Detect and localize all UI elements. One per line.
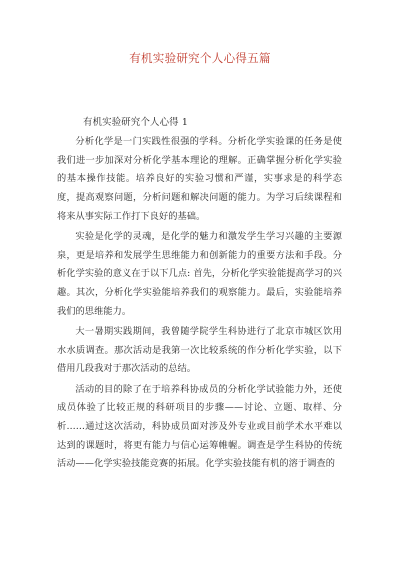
- paragraph-2: 实验是化学的灵魂，是化学的魅力和激发学生学习兴趣的主要源泉，更是培养和发展学生思维能力和创新能力的重要方法和手段。分析化学实验的意义在于以下几点: 首先，分析化学实验能提高学习的兴趣。其次，分析化学实验能培养我们的观察能力。最后，实验能培养我们的思维能力。: [57, 231, 342, 317]
- paragraph-4: 活动的目的除了在于培养科协成员的分析化学试验能力外，还使成员体验了比较正规的科研项目的步骤——讨论、立题、取样、分析……通过这次活动，科协成员面对涉及外专业或目前学术水平难以达到的课题时，将更有能力与信心运筹帷幄。调查是学生科协的传统活动——化学实验技能竞赛的拓展。化学实验技能有机的溶于调查的: [57, 383, 342, 470]
- section-heading: 有机实验研究个人心得 1: [83, 117, 189, 128]
- paragraph-1: 分析化学是一门实践性很强的学科。分析化学实验课的任务是使我们进一步加深对分析化学基本理论的理解。正确掌握分析化学实验的基本操作技能。培养良好的实验习惯和严谨，实事求是的科学态度，提高观察问题，分析问题和解决问题的能力。为学习后续课程和将来从事实际工作打下良好的基础。: [57, 136, 342, 222]
- document-title: 有机实验研究个人心得五篇: [129, 51, 271, 65]
- document-body: [57, 133, 342, 476]
- paragraph-3: 大一暑期实践期间，我曾随学院学生科协进行了北京市城区饮用水水质调查。那次活动是我第一次比较系统的作分析化学实验，以下借用几段我对于那次活动的总结。: [57, 326, 342, 375]
